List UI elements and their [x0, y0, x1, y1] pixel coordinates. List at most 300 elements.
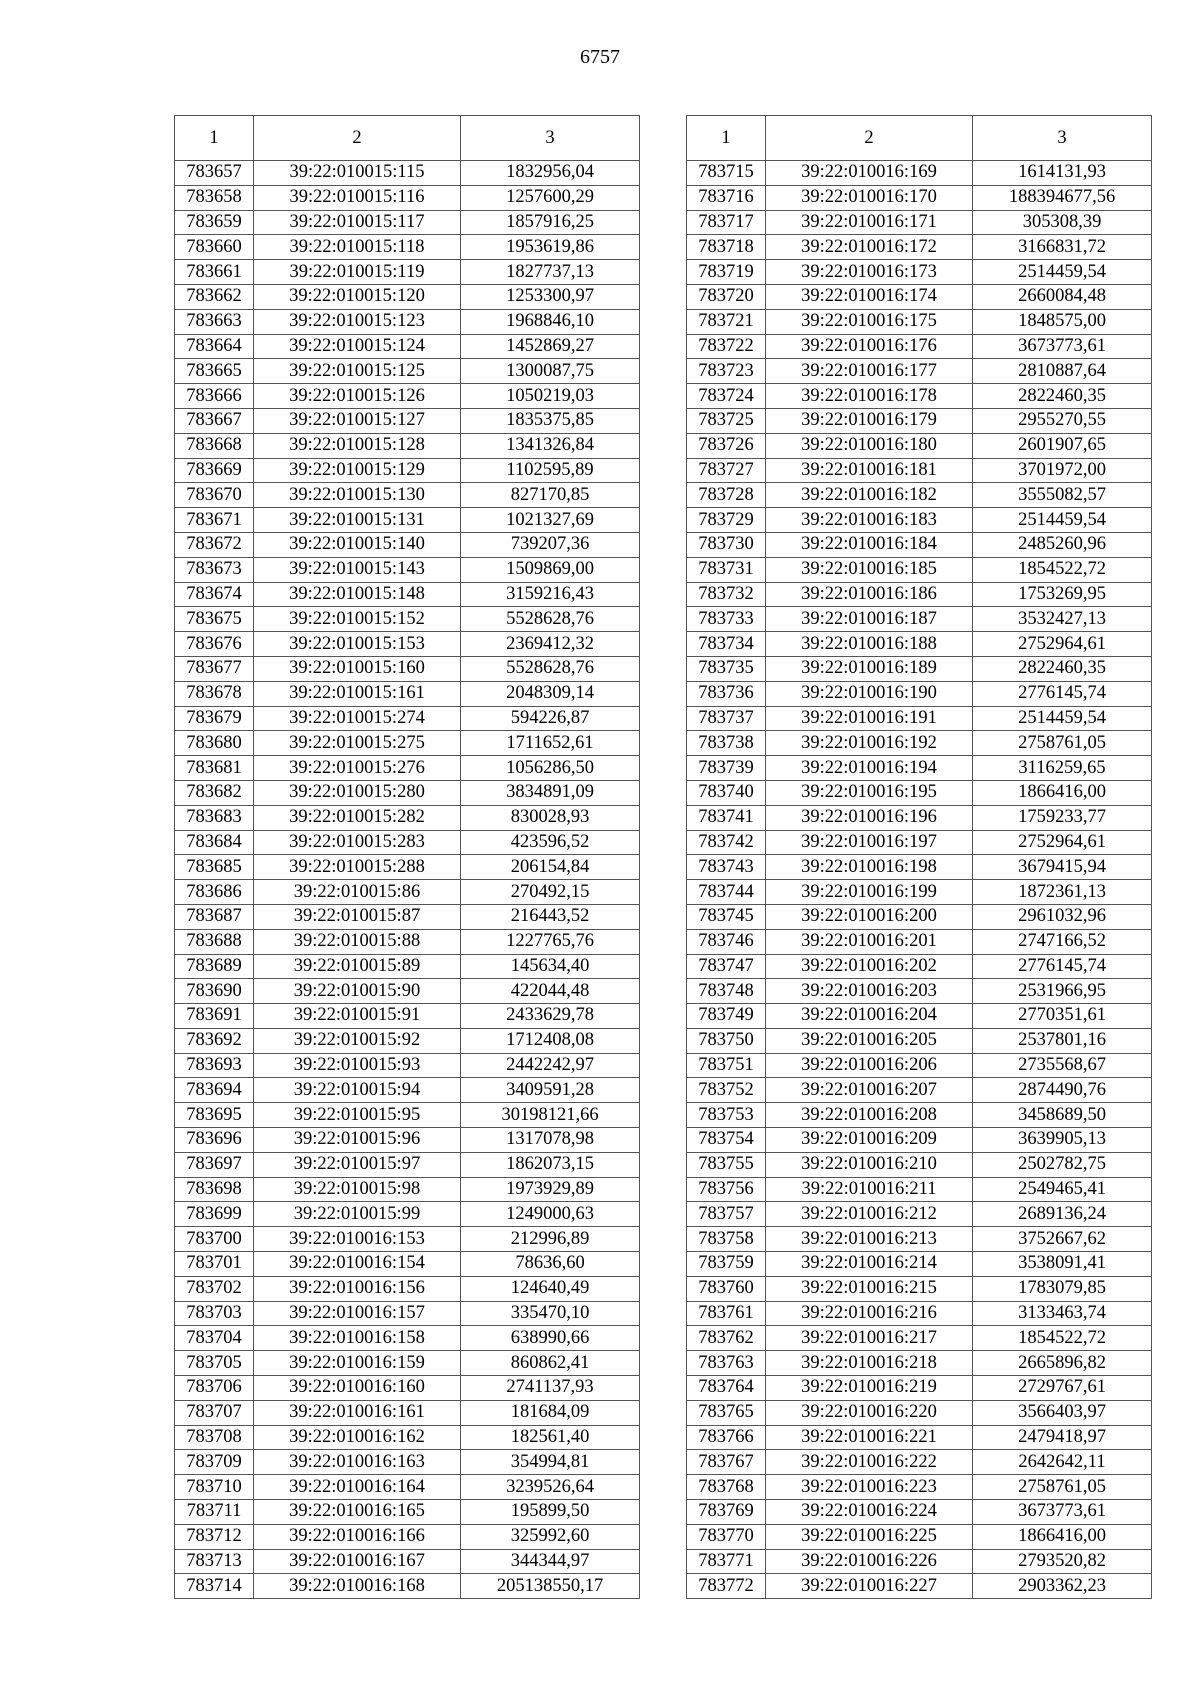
cadastral-number-cell: 39:22:010015:282 [254, 805, 461, 830]
table-row [175, 1227, 640, 1252]
row-number-cell: 783661 [175, 260, 254, 285]
table-row [175, 880, 640, 905]
row-number-cell: 783759 [687, 1252, 766, 1277]
value-cell: 3673773,61 [973, 334, 1152, 359]
table-row [175, 458, 640, 483]
table-row [687, 210, 1152, 235]
cadastral-number-cell: 39:22:010016:157 [254, 1301, 461, 1326]
value-cell: 2955270,55 [973, 408, 1152, 433]
value-cell: 2776145,74 [973, 681, 1152, 706]
column-header: 2 [254, 116, 461, 161]
value-cell: 1102595,89 [461, 458, 640, 483]
header-row [687, 116, 1152, 161]
row-number-cell: 783676 [175, 632, 254, 657]
table-row [687, 1276, 1152, 1301]
cadastral-number-cell: 39:22:010015:148 [254, 582, 461, 607]
value-cell: 2537801,16 [973, 1028, 1152, 1053]
row-number-cell: 783741 [687, 805, 766, 830]
row-number-cell: 783682 [175, 780, 254, 805]
cadastral-number-cell: 39:22:010015:96 [254, 1128, 461, 1153]
cadastral-number-cell: 39:22:010016:200 [766, 904, 973, 929]
table-row [687, 284, 1152, 309]
table-header [687, 116, 1152, 161]
row-number-cell: 783693 [175, 1053, 254, 1078]
row-number-cell: 783758 [687, 1227, 766, 1252]
cadastral-number-cell: 39:22:010015:98 [254, 1177, 461, 1202]
table-row [687, 1326, 1152, 1351]
value-cell: 1712408,08 [461, 1028, 640, 1053]
value-cell: 1953619,86 [461, 235, 640, 260]
cadastral-number-cell: 39:22:010015:276 [254, 756, 461, 781]
row-number-cell: 783692 [175, 1028, 254, 1053]
cadastral-number-cell: 39:22:010015:131 [254, 508, 461, 533]
cadastral-number-cell: 39:22:010016:199 [766, 880, 973, 905]
column-header: 1 [175, 116, 254, 161]
table-row [687, 433, 1152, 458]
table-row [175, 656, 640, 681]
value-cell: 270492,15 [461, 880, 640, 905]
cadastral-number-cell: 39:22:010015:93 [254, 1053, 461, 1078]
cadastral-number-cell: 39:22:010015:143 [254, 557, 461, 582]
table-row [687, 458, 1152, 483]
table-row [175, 582, 640, 607]
value-cell: 2514459,54 [973, 508, 1152, 533]
table-row [687, 632, 1152, 657]
table-row [175, 1053, 640, 1078]
table-row [687, 359, 1152, 384]
row-number-cell: 783662 [175, 284, 254, 309]
row-number-cell: 783713 [175, 1549, 254, 1574]
table-row [687, 954, 1152, 979]
value-cell: 1854522,72 [973, 557, 1152, 582]
row-number-cell: 783731 [687, 557, 766, 582]
value-cell: 2369412,32 [461, 632, 640, 657]
table-row [175, 483, 640, 508]
row-number-cell: 783744 [687, 880, 766, 905]
table-row [175, 508, 640, 533]
cadastral-number-cell: 39:22:010016:204 [766, 1004, 973, 1029]
cadastral-number-cell: 39:22:010015:129 [254, 458, 461, 483]
value-cell: 2729767,61 [973, 1376, 1152, 1401]
row-number-cell: 783726 [687, 433, 766, 458]
table-row [687, 1425, 1152, 1450]
value-cell: 3133463,74 [973, 1301, 1152, 1326]
table-row [175, 1351, 640, 1376]
row-number-cell: 783719 [687, 260, 766, 285]
row-number-cell: 783771 [687, 1549, 766, 1574]
row-number-cell: 783766 [687, 1425, 766, 1450]
row-number-cell: 783753 [687, 1103, 766, 1128]
row-number-cell: 783673 [175, 557, 254, 582]
table-body [175, 161, 640, 1599]
value-cell: 860862,41 [461, 1351, 640, 1376]
value-cell: 3532427,13 [973, 607, 1152, 632]
value-cell: 2665896,82 [973, 1351, 1152, 1376]
value-cell: 1832956,04 [461, 161, 640, 186]
cadastral-number-cell: 39:22:010016:154 [254, 1252, 461, 1277]
table-row [687, 1128, 1152, 1153]
table-row [175, 979, 640, 1004]
cadastral-number-cell: 39:22:010016:225 [766, 1524, 973, 1549]
cadastral-number-cell: 39:22:010015:130 [254, 483, 461, 508]
value-cell: 325992,60 [461, 1524, 640, 1549]
value-cell: 3239526,64 [461, 1475, 640, 1500]
cadastral-number-cell: 39:22:010016:192 [766, 731, 973, 756]
cadastral-number-cell: 39:22:010016:168 [254, 1574, 461, 1599]
cadastral-number-cell: 39:22:010016:189 [766, 656, 973, 681]
value-cell: 3166831,72 [973, 235, 1152, 260]
table-row [687, 185, 1152, 210]
cadastral-number-cell: 39:22:010016:220 [766, 1400, 973, 1425]
value-cell: 354994,81 [461, 1450, 640, 1475]
cadastral-number-cell: 39:22:010015:124 [254, 334, 461, 359]
cadastral-number-cell: 39:22:010016:221 [766, 1425, 973, 1450]
cadastral-number-cell: 39:22:010016:201 [766, 929, 973, 954]
value-cell: 2961032,96 [973, 904, 1152, 929]
table-row [687, 1574, 1152, 1599]
table-row [175, 1078, 640, 1103]
value-cell: 2642642,11 [973, 1450, 1152, 1475]
row-number-cell: 783722 [687, 334, 766, 359]
table-row [687, 1202, 1152, 1227]
row-number-cell: 783730 [687, 532, 766, 557]
value-cell: 3159216,43 [461, 582, 640, 607]
value-cell: 3566403,97 [973, 1400, 1152, 1425]
cadastral-number-cell: 39:22:010015:288 [254, 855, 461, 880]
row-number-cell: 783747 [687, 954, 766, 979]
row-number-cell: 783664 [175, 334, 254, 359]
cadastral-number-cell: 39:22:010015:95 [254, 1103, 461, 1128]
row-number-cell: 783767 [687, 1450, 766, 1475]
value-cell: 423596,52 [461, 830, 640, 855]
row-number-cell: 783707 [175, 1400, 254, 1425]
value-cell: 827170,85 [461, 483, 640, 508]
cadastral-number-cell: 39:22:010015:97 [254, 1152, 461, 1177]
table-row [687, 656, 1152, 681]
row-number-cell: 783683 [175, 805, 254, 830]
table-row [687, 235, 1152, 260]
table-row [175, 1128, 640, 1153]
value-cell: 181684,09 [461, 1400, 640, 1425]
value-cell: 1050219,03 [461, 384, 640, 409]
cadastral-number-cell: 39:22:010016:217 [766, 1326, 973, 1351]
value-cell: 2689136,24 [973, 1202, 1152, 1227]
row-number-cell: 783718 [687, 235, 766, 260]
value-cell: 305308,39 [973, 210, 1152, 235]
cadastral-number-cell: 39:22:010016:184 [766, 532, 973, 557]
left-data-table [174, 115, 640, 1599]
row-number-cell: 783768 [687, 1475, 766, 1500]
value-cell: 3458689,50 [973, 1103, 1152, 1128]
table-row [175, 1252, 640, 1277]
table-row [687, 1450, 1152, 1475]
cadastral-number-cell: 39:22:010015:120 [254, 284, 461, 309]
cadastral-number-cell: 39:22:010016:167 [254, 1549, 461, 1574]
table-row [175, 681, 640, 706]
row-number-cell: 783694 [175, 1078, 254, 1103]
table-row [687, 1549, 1152, 1574]
cadastral-number-cell: 39:22:010015:90 [254, 979, 461, 1004]
value-cell: 2502782,75 [973, 1152, 1152, 1177]
cadastral-number-cell: 39:22:010016:202 [766, 954, 973, 979]
table-row [175, 334, 640, 359]
value-cell: 1835375,85 [461, 408, 640, 433]
cadastral-number-cell: 39:22:010016:164 [254, 1475, 461, 1500]
table-row [175, 1524, 640, 1549]
table-row [687, 260, 1152, 285]
value-cell: 3555082,57 [973, 483, 1152, 508]
value-cell: 1783079,85 [973, 1276, 1152, 1301]
row-number-cell: 783696 [175, 1128, 254, 1153]
table-row [175, 185, 640, 210]
table-row [175, 1376, 640, 1401]
value-cell: 188394677,56 [973, 185, 1152, 210]
row-number-cell: 783757 [687, 1202, 766, 1227]
row-number-cell: 783700 [175, 1227, 254, 1252]
value-cell: 2601907,65 [973, 433, 1152, 458]
value-cell: 422044,48 [461, 979, 640, 1004]
row-number-cell: 783720 [687, 284, 766, 309]
value-cell: 2531966,95 [973, 979, 1152, 1004]
row-number-cell: 783751 [687, 1053, 766, 1078]
cadastral-number-cell: 39:22:010016:205 [766, 1028, 973, 1053]
cadastral-number-cell: 39:22:010015:118 [254, 235, 461, 260]
value-cell: 3116259,65 [973, 756, 1152, 781]
table-row [687, 929, 1152, 954]
table-row [687, 1252, 1152, 1277]
table-row [175, 1574, 640, 1599]
cadastral-number-cell: 39:22:010016:160 [254, 1376, 461, 1401]
cadastral-number-cell: 39:22:010016:213 [766, 1227, 973, 1252]
value-cell: 2442242,97 [461, 1053, 640, 1078]
row-number-cell: 783678 [175, 681, 254, 706]
cadastral-number-cell: 39:22:010016:153 [254, 1227, 461, 1252]
cadastral-number-cell: 39:22:010016:179 [766, 408, 973, 433]
table-row [175, 161, 640, 186]
value-cell: 1711652,61 [461, 731, 640, 756]
cadastral-number-cell: 39:22:010015:161 [254, 681, 461, 706]
cadastral-number-cell: 39:22:010015:116 [254, 185, 461, 210]
cadastral-number-cell: 39:22:010016:163 [254, 1450, 461, 1475]
value-cell: 2752964,61 [973, 632, 1152, 657]
table-row [175, 1326, 640, 1351]
value-cell: 1509869,00 [461, 557, 640, 582]
value-cell: 2741137,93 [461, 1376, 640, 1401]
row-number-cell: 783701 [175, 1252, 254, 1277]
cadastral-number-cell: 39:22:010016:207 [766, 1078, 973, 1103]
cadastral-number-cell: 39:22:010015:115 [254, 161, 461, 186]
row-number-cell: 783761 [687, 1301, 766, 1326]
row-number-cell: 783675 [175, 607, 254, 632]
value-cell: 3673773,61 [973, 1500, 1152, 1525]
row-number-cell: 783729 [687, 508, 766, 533]
cadastral-number-cell: 39:22:010016:159 [254, 1351, 461, 1376]
cadastral-number-cell: 39:22:010015:99 [254, 1202, 461, 1227]
cadastral-number-cell: 39:22:010016:197 [766, 830, 973, 855]
cadastral-number-cell: 39:22:010016:176 [766, 334, 973, 359]
value-cell: 1857916,25 [461, 210, 640, 235]
cadastral-number-cell: 39:22:010016:210 [766, 1152, 973, 1177]
table-row [175, 1475, 640, 1500]
value-cell: 3409591,28 [461, 1078, 640, 1103]
value-cell: 3752667,62 [973, 1227, 1152, 1252]
table-row [175, 805, 640, 830]
table-row [687, 1400, 1152, 1425]
table-row [175, 1177, 640, 1202]
table-row [175, 929, 640, 954]
cadastral-number-cell: 39:22:010016:188 [766, 632, 973, 657]
table-row [175, 855, 640, 880]
value-cell: 2514459,54 [973, 260, 1152, 285]
cadastral-number-cell: 39:22:010016:178 [766, 384, 973, 409]
value-cell: 5528628,76 [461, 656, 640, 681]
cadastral-number-cell: 39:22:010015:152 [254, 607, 461, 632]
value-cell: 1341326,84 [461, 433, 640, 458]
value-cell: 2549465,41 [973, 1177, 1152, 1202]
cadastral-number-cell: 39:22:010016:209 [766, 1128, 973, 1153]
row-number-cell: 783740 [687, 780, 766, 805]
value-cell: 195899,50 [461, 1500, 640, 1525]
table-row [175, 706, 640, 731]
row-number-cell: 783702 [175, 1276, 254, 1301]
value-cell: 124640,49 [461, 1276, 640, 1301]
table-row [175, 210, 640, 235]
value-cell: 2793520,82 [973, 1549, 1152, 1574]
table-row [687, 161, 1152, 186]
row-number-cell: 783697 [175, 1152, 254, 1177]
value-cell: 594226,87 [461, 706, 640, 731]
value-cell: 1759233,77 [973, 805, 1152, 830]
row-number-cell: 783764 [687, 1376, 766, 1401]
row-number-cell: 783738 [687, 731, 766, 756]
cadastral-number-cell: 39:22:010015:274 [254, 706, 461, 731]
right-data-table [686, 115, 1152, 1599]
value-cell: 1300087,75 [461, 359, 640, 384]
table-row [175, 309, 640, 334]
row-number-cell: 783660 [175, 235, 254, 260]
table-row [175, 1028, 640, 1053]
row-number-cell: 783737 [687, 706, 766, 731]
table-row [175, 260, 640, 285]
value-cell: 216443,52 [461, 904, 640, 929]
value-cell: 2758761,05 [973, 1475, 1152, 1500]
value-cell: 5528628,76 [461, 607, 640, 632]
table-row [175, 359, 640, 384]
cadastral-number-cell: 39:22:010016:222 [766, 1450, 973, 1475]
table-row [175, 607, 640, 632]
row-number-cell: 783663 [175, 309, 254, 334]
value-cell: 1257600,29 [461, 185, 640, 210]
row-number-cell: 783721 [687, 309, 766, 334]
value-cell: 1862073,15 [461, 1152, 640, 1177]
row-number-cell: 783674 [175, 582, 254, 607]
table-row [687, 904, 1152, 929]
value-cell: 2660084,48 [973, 284, 1152, 309]
value-cell: 1973929,89 [461, 1177, 640, 1202]
cadastral-number-cell: 39:22:010016:177 [766, 359, 973, 384]
cadastral-number-cell: 39:22:010016:158 [254, 1326, 461, 1351]
row-number-cell: 783706 [175, 1376, 254, 1401]
row-number-cell: 783748 [687, 979, 766, 1004]
value-cell: 1753269,95 [973, 582, 1152, 607]
row-number-cell: 783749 [687, 1004, 766, 1029]
table-row [687, 607, 1152, 632]
table-row [687, 1177, 1152, 1202]
cadastral-number-cell: 39:22:010015:126 [254, 384, 461, 409]
table-row [687, 309, 1152, 334]
value-cell: 3538091,41 [973, 1252, 1152, 1277]
row-number-cell: 783658 [175, 185, 254, 210]
row-number-cell: 783743 [687, 855, 766, 880]
value-cell: 2479418,97 [973, 1425, 1152, 1450]
cadastral-number-cell: 39:22:010016:191 [766, 706, 973, 731]
cadastral-number-cell: 39:22:010015:275 [254, 731, 461, 756]
table-row [687, 334, 1152, 359]
cadastral-number-cell: 39:22:010016:208 [766, 1103, 973, 1128]
table-row [175, 1549, 640, 1574]
cadastral-number-cell: 39:22:010015:140 [254, 532, 461, 557]
row-number-cell: 783659 [175, 210, 254, 235]
row-number-cell: 783687 [175, 904, 254, 929]
value-cell: 739207,36 [461, 532, 640, 557]
table-row [687, 1028, 1152, 1053]
value-cell: 3679415,94 [973, 855, 1152, 880]
row-number-cell: 783763 [687, 1351, 766, 1376]
row-number-cell: 783711 [175, 1500, 254, 1525]
table-row [175, 532, 640, 557]
value-cell: 1854522,72 [973, 1326, 1152, 1351]
table-header [175, 116, 640, 161]
value-cell: 2776145,74 [973, 954, 1152, 979]
row-number-cell: 783690 [175, 979, 254, 1004]
table-row [687, 557, 1152, 582]
table-row [687, 1053, 1152, 1078]
value-cell: 638990,66 [461, 1326, 640, 1351]
table-row [175, 954, 640, 979]
row-number-cell: 783665 [175, 359, 254, 384]
row-number-cell: 783708 [175, 1425, 254, 1450]
row-number-cell: 783745 [687, 904, 766, 929]
value-cell: 1317078,98 [461, 1128, 640, 1153]
value-cell: 145634,40 [461, 954, 640, 979]
row-number-cell: 783725 [687, 408, 766, 433]
cadastral-number-cell: 39:22:010016:170 [766, 185, 973, 210]
table-row [175, 731, 640, 756]
cadastral-number-cell: 39:22:010015:88 [254, 929, 461, 954]
column-header: 2 [766, 116, 973, 161]
row-number-cell: 783695 [175, 1103, 254, 1128]
cadastral-number-cell: 39:22:010016:172 [766, 235, 973, 260]
cadastral-number-cell: 39:22:010016:212 [766, 1202, 973, 1227]
row-number-cell: 783734 [687, 632, 766, 657]
cadastral-number-cell: 39:22:010016:219 [766, 1376, 973, 1401]
value-cell: 1866416,00 [973, 1524, 1152, 1549]
row-number-cell: 783733 [687, 607, 766, 632]
value-cell: 335470,10 [461, 1301, 640, 1326]
row-number-cell: 783681 [175, 756, 254, 781]
value-cell: 1249000,63 [461, 1202, 640, 1227]
row-number-cell: 783728 [687, 483, 766, 508]
row-number-cell: 783716 [687, 185, 766, 210]
row-number-cell: 783689 [175, 954, 254, 979]
cadastral-number-cell: 39:22:010016:174 [766, 284, 973, 309]
value-cell: 2822460,35 [973, 656, 1152, 681]
value-cell: 1866416,00 [973, 780, 1152, 805]
table-row [687, 706, 1152, 731]
table-row [687, 1500, 1152, 1525]
row-number-cell: 783756 [687, 1177, 766, 1202]
table-row [687, 1078, 1152, 1103]
